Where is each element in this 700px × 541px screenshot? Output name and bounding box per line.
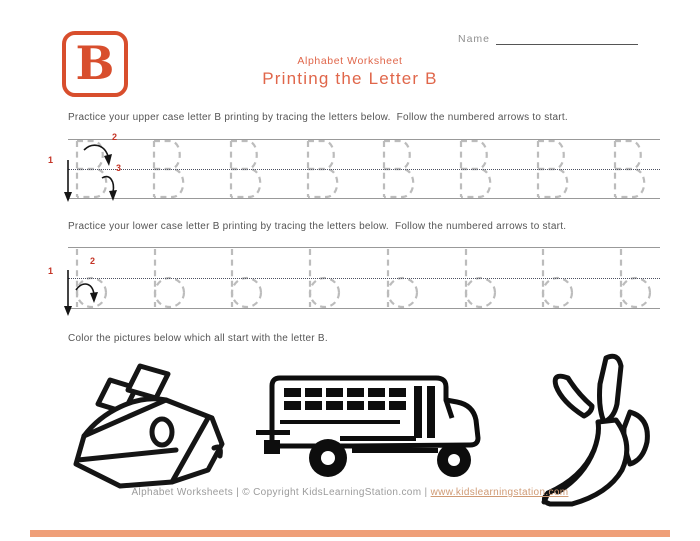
name-field xyxy=(458,33,638,45)
footer-accent-bar xyxy=(30,530,670,537)
page-title: Printing the Letter B xyxy=(262,69,438,88)
uppercase-instruction: Practice your upper case letter B printing by tracing the letters below. Follow the numbered arrows to start. xyxy=(68,112,568,123)
footer-link[interactable]: www.kidslearningstation.com xyxy=(430,487,569,498)
stroke-step-number: 1 xyxy=(48,266,54,276)
banana-image xyxy=(514,350,694,510)
logo-letter: B xyxy=(75,36,115,90)
name-blank-line xyxy=(496,33,638,45)
lowercase-trace-row xyxy=(48,247,660,309)
coloring-instruction: Color the pictures below which all start with the letter B. xyxy=(68,333,328,344)
stroke-step-number: 2 xyxy=(90,256,96,266)
lowercase-instruction: Practice your lower case letter B printing by tracing the letters below. Follow the numbered arrows to start. xyxy=(68,221,567,232)
name-label: Name xyxy=(458,33,491,45)
boat-image xyxy=(64,356,240,490)
uppercase-trace-row xyxy=(48,132,660,199)
footer-text: Alphabet Worksheets | © Copyright KidsLearningStation.com | xyxy=(131,487,431,498)
stroke-step-number: 2 xyxy=(112,132,118,142)
bus-image xyxy=(256,372,492,484)
worksheet-kicker: Alphabet Worksheet xyxy=(297,55,403,67)
dotted-guideline xyxy=(68,278,660,279)
stroke-step-number: 3 xyxy=(116,163,122,173)
footer xyxy=(0,487,700,498)
dotted-guideline xyxy=(68,169,660,170)
stroke-step-number: 1 xyxy=(48,155,54,165)
